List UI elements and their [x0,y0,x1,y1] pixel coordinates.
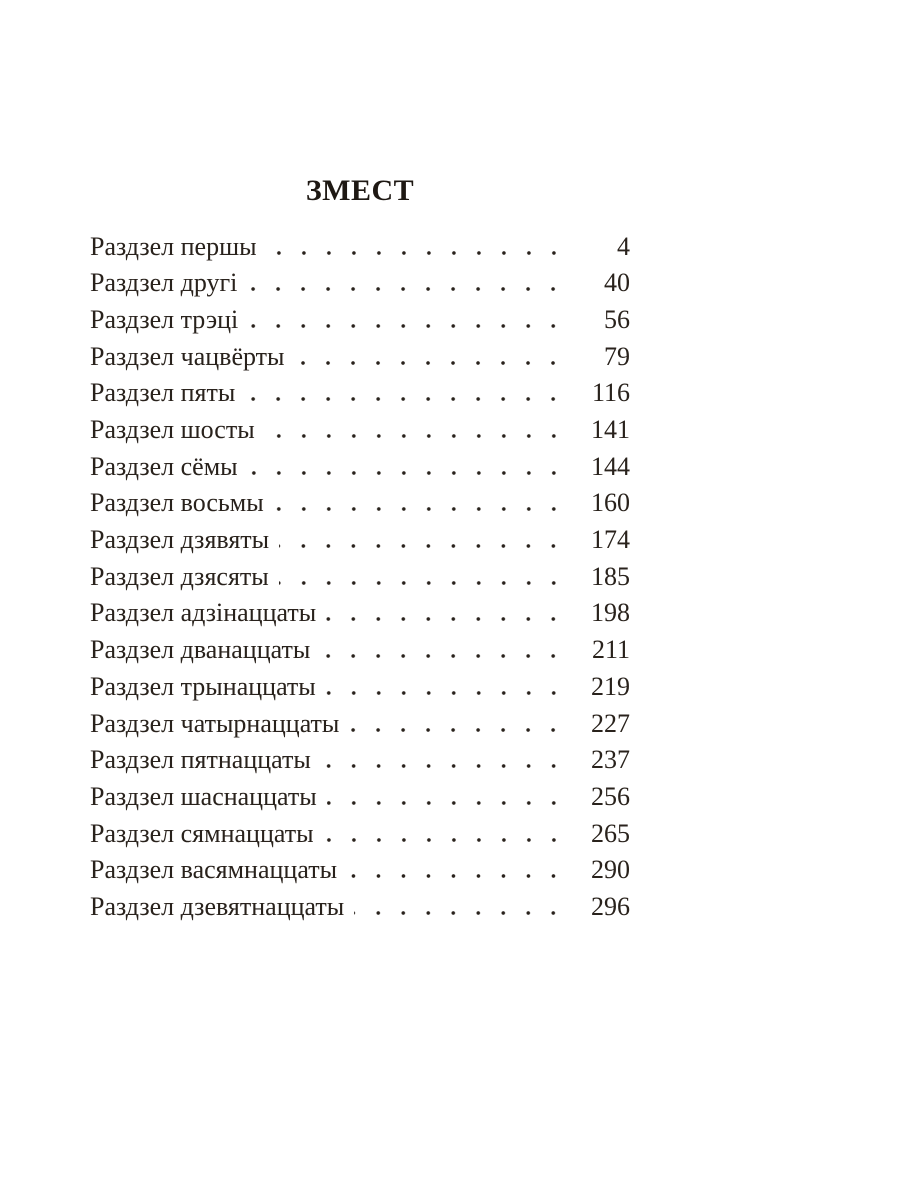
toc-row [90,706,630,743]
page-number: 79 [604,341,630,371]
page-number: 40 [604,268,630,298]
toc-row [90,889,630,926]
page-number: 211 [591,635,630,665]
toc-row [90,779,630,816]
dot-leader [347,874,566,878]
chapter-title: Раздзел адзінаццаты [90,598,317,628]
chapter-title: Раздзел сёмы [90,451,238,481]
toc-row [90,302,630,339]
dot-leader [324,838,566,842]
page-number: 198 [591,598,630,628]
toc-row [90,375,630,412]
dot-leader [274,507,566,511]
dot-leader [279,544,566,548]
dot-leader [248,324,566,328]
toc-row [90,229,630,266]
toc-row [90,669,630,706]
chapter-title: Раздзел першы [90,231,257,261]
page-number: 174 [591,525,630,555]
toc-row [90,816,630,853]
toc-list [90,229,630,926]
page-number: 56 [604,304,630,334]
chapter-title: Раздзел васямнаццаты [90,855,338,885]
chapter-title: Раздзел дванаццаты [90,635,311,665]
toc-row [90,485,630,522]
page-number: 141 [591,415,630,445]
toc-row [90,559,630,596]
page-number: 144 [591,451,630,481]
chapter-title: Раздзел дзявяты [90,525,270,555]
chapter-title: Раздзел восьмы [90,488,264,518]
dot-leader [245,397,566,401]
page-number: 296 [591,891,630,921]
dot-leader [279,581,566,585]
toc-row [90,632,630,669]
toc-row [90,522,630,559]
dot-leader [321,764,566,768]
page-number: 290 [591,855,630,885]
chapter-title: Раздзел сямнаццаты [90,818,314,848]
chapter-title: Раздзел дзясяты [90,561,269,591]
page-number: 237 [591,745,630,775]
dot-leader [326,617,566,621]
page-number: 160 [591,488,630,518]
dot-leader [267,251,566,255]
dot-leader [265,434,566,438]
page-number: 4 [617,231,630,261]
toc-row [90,265,630,302]
chapter-title: Раздзел трэці [90,304,239,334]
toc-row [90,412,630,449]
dot-leader [349,728,566,732]
page-number: 256 [591,781,630,811]
chapter-title: Раздзел шосты [90,415,255,445]
dot-leader [327,801,566,805]
chapter-title: Раздзел дзевятнаццаты [90,891,345,921]
dot-leader [326,691,566,695]
chapter-title: Раздзел чатырнаццаты [90,708,340,738]
chapter-title: Раздзел пяты [90,378,236,408]
dot-leader [354,911,566,915]
chapter-title: Раздзел пятнаццаты [90,745,311,775]
toc-row [90,595,630,632]
toc-row [90,339,630,376]
dot-leader [247,287,566,291]
page-number: 185 [591,561,630,591]
chapter-title: Раздзел чацвёрты [90,341,285,371]
toc-row [90,852,630,889]
chapter-title: Раздзел трынаццаты [90,671,316,701]
chapter-title: Раздзел шаснаццаты [90,781,317,811]
page-title: ЗМЕСТ [305,174,415,207]
toc-row [90,449,630,486]
toc-row [90,742,630,779]
page-number: 227 [591,708,630,738]
chapter-title: Раздзел другі [90,268,238,298]
dot-leader [294,361,566,365]
page-number: 116 [591,378,630,408]
page-number: 265 [591,818,630,848]
dot-leader [320,654,566,658]
dot-leader [248,471,566,475]
page-number: 219 [591,671,630,701]
